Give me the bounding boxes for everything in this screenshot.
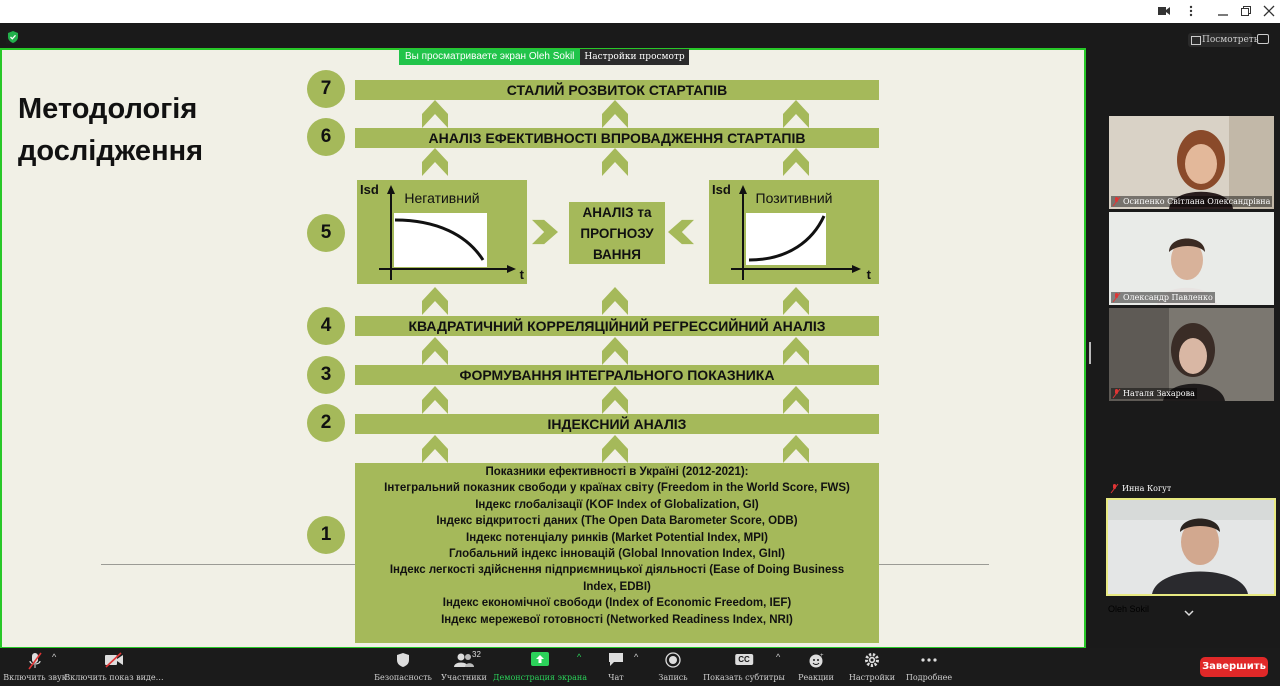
muted-mic-icon bbox=[1111, 484, 1118, 493]
negative-y-label: Isd bbox=[360, 182, 379, 197]
indicator-item: Індекс потенціалу ринків (Market Potential Index, MPI) bbox=[466, 531, 768, 544]
negative-label: Негативний bbox=[404, 190, 480, 206]
end-meeting-button[interactable]: Завершить bbox=[1200, 657, 1268, 677]
shield-icon bbox=[396, 652, 410, 668]
active-speaker-tile[interactable] bbox=[1106, 498, 1276, 614]
participant-tile[interactable] bbox=[1109, 308, 1274, 401]
indicators-box bbox=[355, 463, 879, 643]
step-6-bar: АНАЛІЗ ЕФЕКТИВНОСТІ ВПРОВАДЖЕННЯ СТАРТАПІВ bbox=[355, 128, 879, 148]
window-titlebar bbox=[0, 0, 1280, 23]
up-arrow-icon bbox=[783, 148, 809, 176]
shared-screen bbox=[0, 48, 1086, 649]
up-arrow-icon bbox=[602, 337, 628, 365]
up-arrow-icon bbox=[422, 435, 448, 463]
start-video-button[interactable] bbox=[64, 648, 164, 686]
indicator-item: Глобальний індекс інновацій (Global Innovation Index, GInI) bbox=[448, 548, 785, 561]
up-arrow-icon bbox=[602, 287, 628, 315]
positive-y-label: Isd bbox=[712, 182, 731, 197]
up-arrow-icon bbox=[783, 337, 809, 365]
participants-icon bbox=[454, 652, 474, 668]
layout-icon[interactable] bbox=[1257, 34, 1269, 44]
subtitles-button[interactable] bbox=[703, 648, 785, 686]
participant-tile[interactable] bbox=[1109, 116, 1274, 209]
chevron-down-icon[interactable] bbox=[1184, 608, 1194, 618]
screen-share-banner bbox=[399, 49, 689, 65]
participant-name: Осипенко Світлана Олександрівна bbox=[1111, 196, 1272, 207]
chat-label: Чат bbox=[608, 673, 624, 682]
indicator-item: Інтегральний показник свободи у країнах світу (Freedom in the World Score, FWS) bbox=[384, 482, 850, 495]
participants-count: 32 bbox=[472, 650, 481, 659]
share-screen-button[interactable] bbox=[493, 648, 587, 686]
up-arrow-icon bbox=[602, 148, 628, 176]
up-arrow-icon bbox=[422, 337, 448, 365]
share-options-caret[interactable]: ^ bbox=[577, 652, 582, 662]
indicator-item: Індекс легкості здійснення підприємницької діяльності (Ease of Doing Business Index, EDBI) bbox=[389, 564, 845, 593]
security-label: Безопасность bbox=[374, 673, 432, 682]
reaction-smiley-icon bbox=[808, 652, 824, 668]
up-arrow-icon bbox=[422, 148, 448, 176]
share-screen-label: Демонстрация экрана bbox=[493, 673, 587, 682]
svg-text:+: + bbox=[820, 653, 824, 659]
step-number-5: 5 bbox=[307, 214, 345, 252]
participant-name: Инна Когут bbox=[1122, 484, 1172, 493]
step-2-bar: ІНДЕКСНИЙ АНАЛІЗ bbox=[355, 414, 879, 434]
unmute-button[interactable] bbox=[4, 648, 66, 686]
participant-no-video[interactable] bbox=[1111, 484, 1171, 493]
subtitles-options-caret[interactable]: ^ bbox=[776, 652, 781, 662]
panel-resize-handle[interactable] bbox=[1089, 342, 1091, 364]
video-off-icon bbox=[104, 652, 124, 668]
indicator-item: Індекс економічної свободи (Index of Economic Freedom, IEF) bbox=[442, 597, 792, 610]
participant-tile[interactable] bbox=[1109, 212, 1274, 305]
meeting-toolbar bbox=[0, 648, 1280, 686]
reactions-button[interactable] bbox=[797, 648, 835, 686]
indicator-item: Індекс глобалізації (KOF Index of Globalization, GI) bbox=[475, 498, 759, 511]
start-video-label: Включить показ виде… bbox=[64, 673, 164, 682]
indicator-item: Індекс відкритості даних (The Open Data Barometer Score, ODB) bbox=[436, 515, 798, 528]
up-arrow-icon bbox=[602, 100, 628, 128]
cc-icon: CC bbox=[735, 654, 753, 665]
muted-mic-icon bbox=[27, 652, 43, 670]
slide-title: Методологія дослідження bbox=[18, 93, 204, 167]
view-settings-button[interactable]: Настройки просмотр bbox=[580, 49, 688, 65]
view-options-button[interactable]: Посмотреть bbox=[1188, 33, 1252, 47]
up-arrow-icon bbox=[602, 386, 628, 414]
participant-name: Наталя Захарова bbox=[1111, 388, 1197, 399]
muted-mic-icon bbox=[1113, 293, 1120, 302]
up-arrow-icon bbox=[602, 435, 628, 463]
camera-icon[interactable] bbox=[1158, 6, 1170, 16]
step-number-4: 4 bbox=[307, 307, 345, 345]
participants-label: Участники bbox=[441, 673, 487, 682]
up-arrow-icon bbox=[422, 100, 448, 128]
more-vertical-icon[interactable] bbox=[1189, 5, 1193, 17]
up-arrow-icon bbox=[783, 287, 809, 315]
positive-label: Позитивний bbox=[755, 190, 833, 206]
more-horizontal-icon bbox=[921, 657, 937, 663]
audio-options-caret[interactable]: ^ bbox=[52, 652, 57, 662]
unmute-label: Включить звук bbox=[3, 673, 67, 682]
record-button[interactable] bbox=[655, 648, 691, 686]
step-3-bar: ФОРМУВАННЯ ІНТЕГРАЛЬНОГО ПОКАЗНИКА bbox=[355, 365, 879, 385]
step-number-7: 7 bbox=[307, 70, 345, 108]
minimize-icon[interactable] bbox=[1218, 6, 1228, 16]
up-arrow-icon bbox=[422, 287, 448, 315]
viewing-screen-text: Вы просматриваете экран Oleh Sokil bbox=[399, 49, 580, 65]
encryption-shield-icon[interactable] bbox=[6, 30, 20, 44]
record-label: Запись bbox=[658, 673, 688, 682]
participants-button[interactable] bbox=[440, 648, 488, 686]
participant-video bbox=[1108, 500, 1274, 594]
security-button[interactable] bbox=[374, 648, 432, 686]
chat-button[interactable] bbox=[600, 648, 632, 686]
reactions-label: Реакции bbox=[798, 673, 834, 682]
step-number-6: 6 bbox=[307, 118, 345, 156]
step-number-3: 3 bbox=[307, 356, 345, 394]
muted-mic-icon bbox=[1113, 197, 1120, 206]
up-arrow-icon bbox=[783, 100, 809, 128]
restore-icon[interactable] bbox=[1241, 6, 1251, 16]
negative-x-label: t bbox=[519, 267, 524, 282]
close-icon[interactable] bbox=[1264, 6, 1274, 16]
step-number-1: 1 bbox=[307, 516, 345, 554]
step-number-2: 2 bbox=[307, 404, 345, 442]
gear-icon bbox=[864, 652, 880, 668]
participant-name: Олександр Павленко bbox=[1111, 292, 1215, 303]
more-label: Подробнее bbox=[905, 673, 953, 682]
settings-button[interactable] bbox=[848, 648, 896, 686]
chat-icon bbox=[608, 652, 624, 667]
muted-mic-icon bbox=[1113, 389, 1120, 398]
up-arrow-icon bbox=[783, 435, 809, 463]
indicator-item: Індекс мережевої готовності (Networked Readiness Index, NRI) bbox=[441, 613, 793, 626]
settings-label: Настройки bbox=[848, 673, 896, 682]
up-arrow-icon bbox=[422, 386, 448, 414]
more-button[interactable] bbox=[907, 648, 951, 686]
step-4-bar: КВАДРАТИЧНИЙ КОРРЕЛЯЦІЙНИЙ РЕГРЕССИЙНИЙ АНАЛІЗ bbox=[355, 316, 879, 336]
participant-name: Oleh Sokil bbox=[1108, 604, 1150, 614]
up-arrow-icon bbox=[783, 386, 809, 414]
chat-options-caret[interactable]: ^ bbox=[634, 652, 639, 662]
indicators-title: Показники ефективності в Україні (2012-2021): bbox=[485, 466, 749, 478]
positive-x-label: t bbox=[866, 267, 871, 282]
share-screen-icon bbox=[531, 652, 549, 666]
analysis-forecast-box: АНАЛІЗ та ПРОГНОЗУ ВАННЯ bbox=[569, 202, 665, 264]
subtitles-label: Показать субтитры bbox=[703, 673, 785, 682]
record-icon bbox=[665, 652, 681, 668]
step-7-bar: СТАЛИЙ РОЗВИТОК СТАРТАПІВ bbox=[355, 80, 879, 100]
